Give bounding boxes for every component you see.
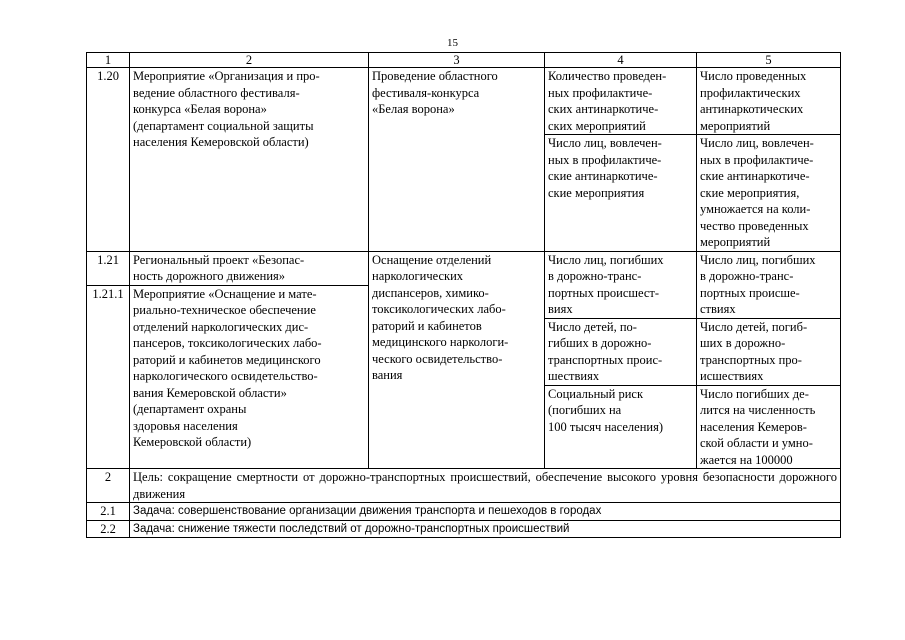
table-row-1-20 bbox=[87, 68, 841, 135]
cell-text-line: 100 тысяч населения) bbox=[548, 419, 664, 434]
indicator-name bbox=[545, 318, 697, 385]
cell-text-line: Число проведенных bbox=[700, 69, 807, 83]
indicator-method bbox=[697, 385, 841, 469]
cell-text-line: ские антинаркотиче- bbox=[700, 169, 810, 183]
cell-text-line: Число лиц, погибших bbox=[700, 252, 816, 267]
cell-text-line: мероприятий bbox=[700, 235, 771, 249]
cell-text-line: портных происше- bbox=[700, 285, 800, 300]
cell-text-line: Мероприятие «Организация и про- bbox=[133, 69, 320, 83]
measure-description bbox=[130, 285, 369, 469]
table-row-task bbox=[87, 520, 841, 538]
row-number: 2.1 bbox=[87, 503, 130, 521]
cell-text-line: Число лиц, вовлечен- bbox=[700, 136, 814, 150]
cell-text-line: токсикологических лабо- bbox=[372, 302, 506, 316]
cell-text-line: антинаркотических bbox=[700, 102, 804, 116]
measure-result bbox=[369, 251, 545, 469]
cell-text-line: Число лиц, погибших bbox=[548, 252, 664, 267]
cell-text-line: Мероприятие «Оснащение и мате- bbox=[133, 286, 317, 301]
cell-text-line: медицинского наркологи- bbox=[372, 335, 509, 349]
indicator-method bbox=[697, 318, 841, 385]
cell-text-line: в дорожно-транс- bbox=[700, 269, 794, 283]
cell-text-line: ных в профилактиче- bbox=[548, 152, 662, 167]
cell-text-line: Число детей, погиб- bbox=[700, 319, 808, 334]
task-text: Задача: совершенствование организации движения транспорта и пешеходов в городах bbox=[130, 503, 841, 521]
cell-text-line: Социальный риск bbox=[548, 386, 644, 401]
row-number: 2 bbox=[87, 469, 130, 503]
cell-text-line: диспансеров, химико- bbox=[372, 285, 489, 300]
cell-text-line: Число погибших де- bbox=[700, 386, 809, 401]
cell-text-line: отделений наркологических дис- bbox=[133, 319, 309, 334]
indicator-name bbox=[545, 68, 697, 135]
cell-text-line: Оснащение отделений bbox=[372, 252, 492, 267]
cell-text-line: конкурса «Белая ворона» bbox=[133, 102, 267, 116]
row-number: 1.21.1 bbox=[87, 285, 130, 469]
cell-text-line: пансеров, токсикологических лабо- bbox=[133, 336, 322, 350]
cell-text-line: Число детей, по- bbox=[548, 319, 637, 334]
cell-text-line: раторий и кабинетов медицинского bbox=[133, 352, 321, 367]
indicator-name bbox=[545, 251, 697, 318]
cell-text-line: исшествиях bbox=[700, 369, 764, 383]
cell-text-line: «Белая ворона» bbox=[372, 102, 455, 116]
indicator-name bbox=[545, 385, 697, 469]
cell-text-line: ских мероприятий bbox=[548, 118, 646, 133]
cell-text-line: населения Кемеровской области) bbox=[133, 135, 309, 149]
header-col-1: 1 bbox=[87, 53, 130, 68]
table-row-goal bbox=[87, 469, 841, 503]
cell-text-line: Кемеровской области) bbox=[133, 435, 252, 449]
task-text: Задача: снижение тяжести последствий от дорожно-транспортных происшествий bbox=[130, 520, 841, 538]
cell-text-line: портных происшест- bbox=[548, 285, 660, 300]
page-number: 15 bbox=[447, 37, 458, 49]
cell-text-line: мероприятий bbox=[700, 118, 771, 133]
measure-description bbox=[130, 68, 369, 252]
cell-text-line: ческого освидетельство- bbox=[372, 351, 503, 366]
cell-text-line: умножается на коли- bbox=[700, 202, 811, 216]
cell-text-line: населения Кемеров- bbox=[700, 419, 807, 434]
cell-text-line: наркологического освидетельство- bbox=[133, 369, 318, 383]
indicator-method bbox=[697, 135, 841, 252]
cell-text-line: Региональный проект «Безопас- bbox=[133, 252, 305, 267]
row-number: 1.20 bbox=[87, 68, 130, 252]
cell-text-line: ных профилактиче- bbox=[548, 85, 653, 100]
cell-text-line: гибших в дорожно- bbox=[548, 336, 652, 350]
header-col-4: 4 bbox=[545, 53, 697, 68]
cell-text-line: раторий и кабинетов bbox=[372, 318, 482, 333]
cell-text-line: транспортных про- bbox=[700, 352, 802, 367]
cell-text-line: чество проведенных bbox=[700, 218, 809, 233]
cell-text-line: ведение областного фестиваля- bbox=[133, 85, 300, 100]
cell-text-line: транспортных проис- bbox=[548, 352, 663, 367]
goal-text: Цель: сокращение смертности от дорожно-транспортных происшествий, обеспечение высокого уровня безопасности дорожного движения bbox=[130, 469, 841, 503]
measure-result bbox=[369, 68, 545, 252]
cell-text-line: фестиваля-конкурса bbox=[372, 85, 480, 100]
header-col-3: 3 bbox=[369, 53, 545, 68]
cell-text-line: ствиях bbox=[700, 302, 736, 316]
cell-text-line: Количество проведен- bbox=[548, 69, 667, 83]
cell-text-line: ших в дорожно- bbox=[700, 336, 786, 350]
project-description bbox=[130, 251, 369, 285]
indicator-method bbox=[697, 251, 841, 318]
indicator-name bbox=[545, 135, 697, 252]
indicator-method bbox=[697, 68, 841, 135]
row-number: 1.21 bbox=[87, 251, 130, 285]
cell-text-line: (департамент социальной защиты bbox=[133, 118, 314, 133]
table-row-1-21 bbox=[87, 251, 841, 285]
cell-text-line: Проведение областного bbox=[372, 69, 498, 83]
cell-text-line: Число лиц, вовлечен- bbox=[548, 136, 662, 150]
row-number: 2.2 bbox=[87, 520, 130, 538]
cell-text-line: профилактических bbox=[700, 85, 801, 100]
cell-text-line: риально-техническое обеспечение bbox=[133, 303, 316, 317]
cell-text-line: вания Кемеровской области» bbox=[133, 385, 287, 400]
program-table bbox=[86, 52, 841, 538]
cell-text-line: виях bbox=[548, 302, 573, 316]
cell-text-line: жается на 100000 bbox=[700, 452, 793, 467]
cell-text-line: ские мероприятия, bbox=[700, 185, 800, 200]
cell-text-line: лится на численность bbox=[700, 403, 816, 417]
cell-text-line: здоровья населения bbox=[133, 418, 238, 433]
cell-text-line: вания bbox=[372, 368, 403, 382]
table-row-task bbox=[87, 503, 841, 521]
cell-text-line: ские антинаркотиче- bbox=[548, 169, 658, 183]
cell-text-line: шествиях bbox=[548, 369, 600, 383]
cell-text-line: в дорожно-транс- bbox=[548, 269, 642, 283]
cell-text-line: (департамент охраны bbox=[133, 402, 247, 416]
header-row bbox=[87, 53, 841, 68]
cell-text-line: наркологических bbox=[372, 269, 464, 283]
cell-text-line: ской области и умно- bbox=[700, 436, 813, 450]
header-col-2: 2 bbox=[130, 53, 369, 68]
cell-text-line: ские мероприятия bbox=[548, 185, 645, 200]
cell-text-line: ских антинаркотиче- bbox=[548, 102, 659, 116]
header-col-5: 5 bbox=[697, 53, 841, 68]
cell-text-line: ных в профилактиче- bbox=[700, 152, 814, 167]
cell-text-line: (погибших на bbox=[548, 403, 622, 417]
cell-text-line: ность дорожного движения» bbox=[133, 269, 286, 283]
